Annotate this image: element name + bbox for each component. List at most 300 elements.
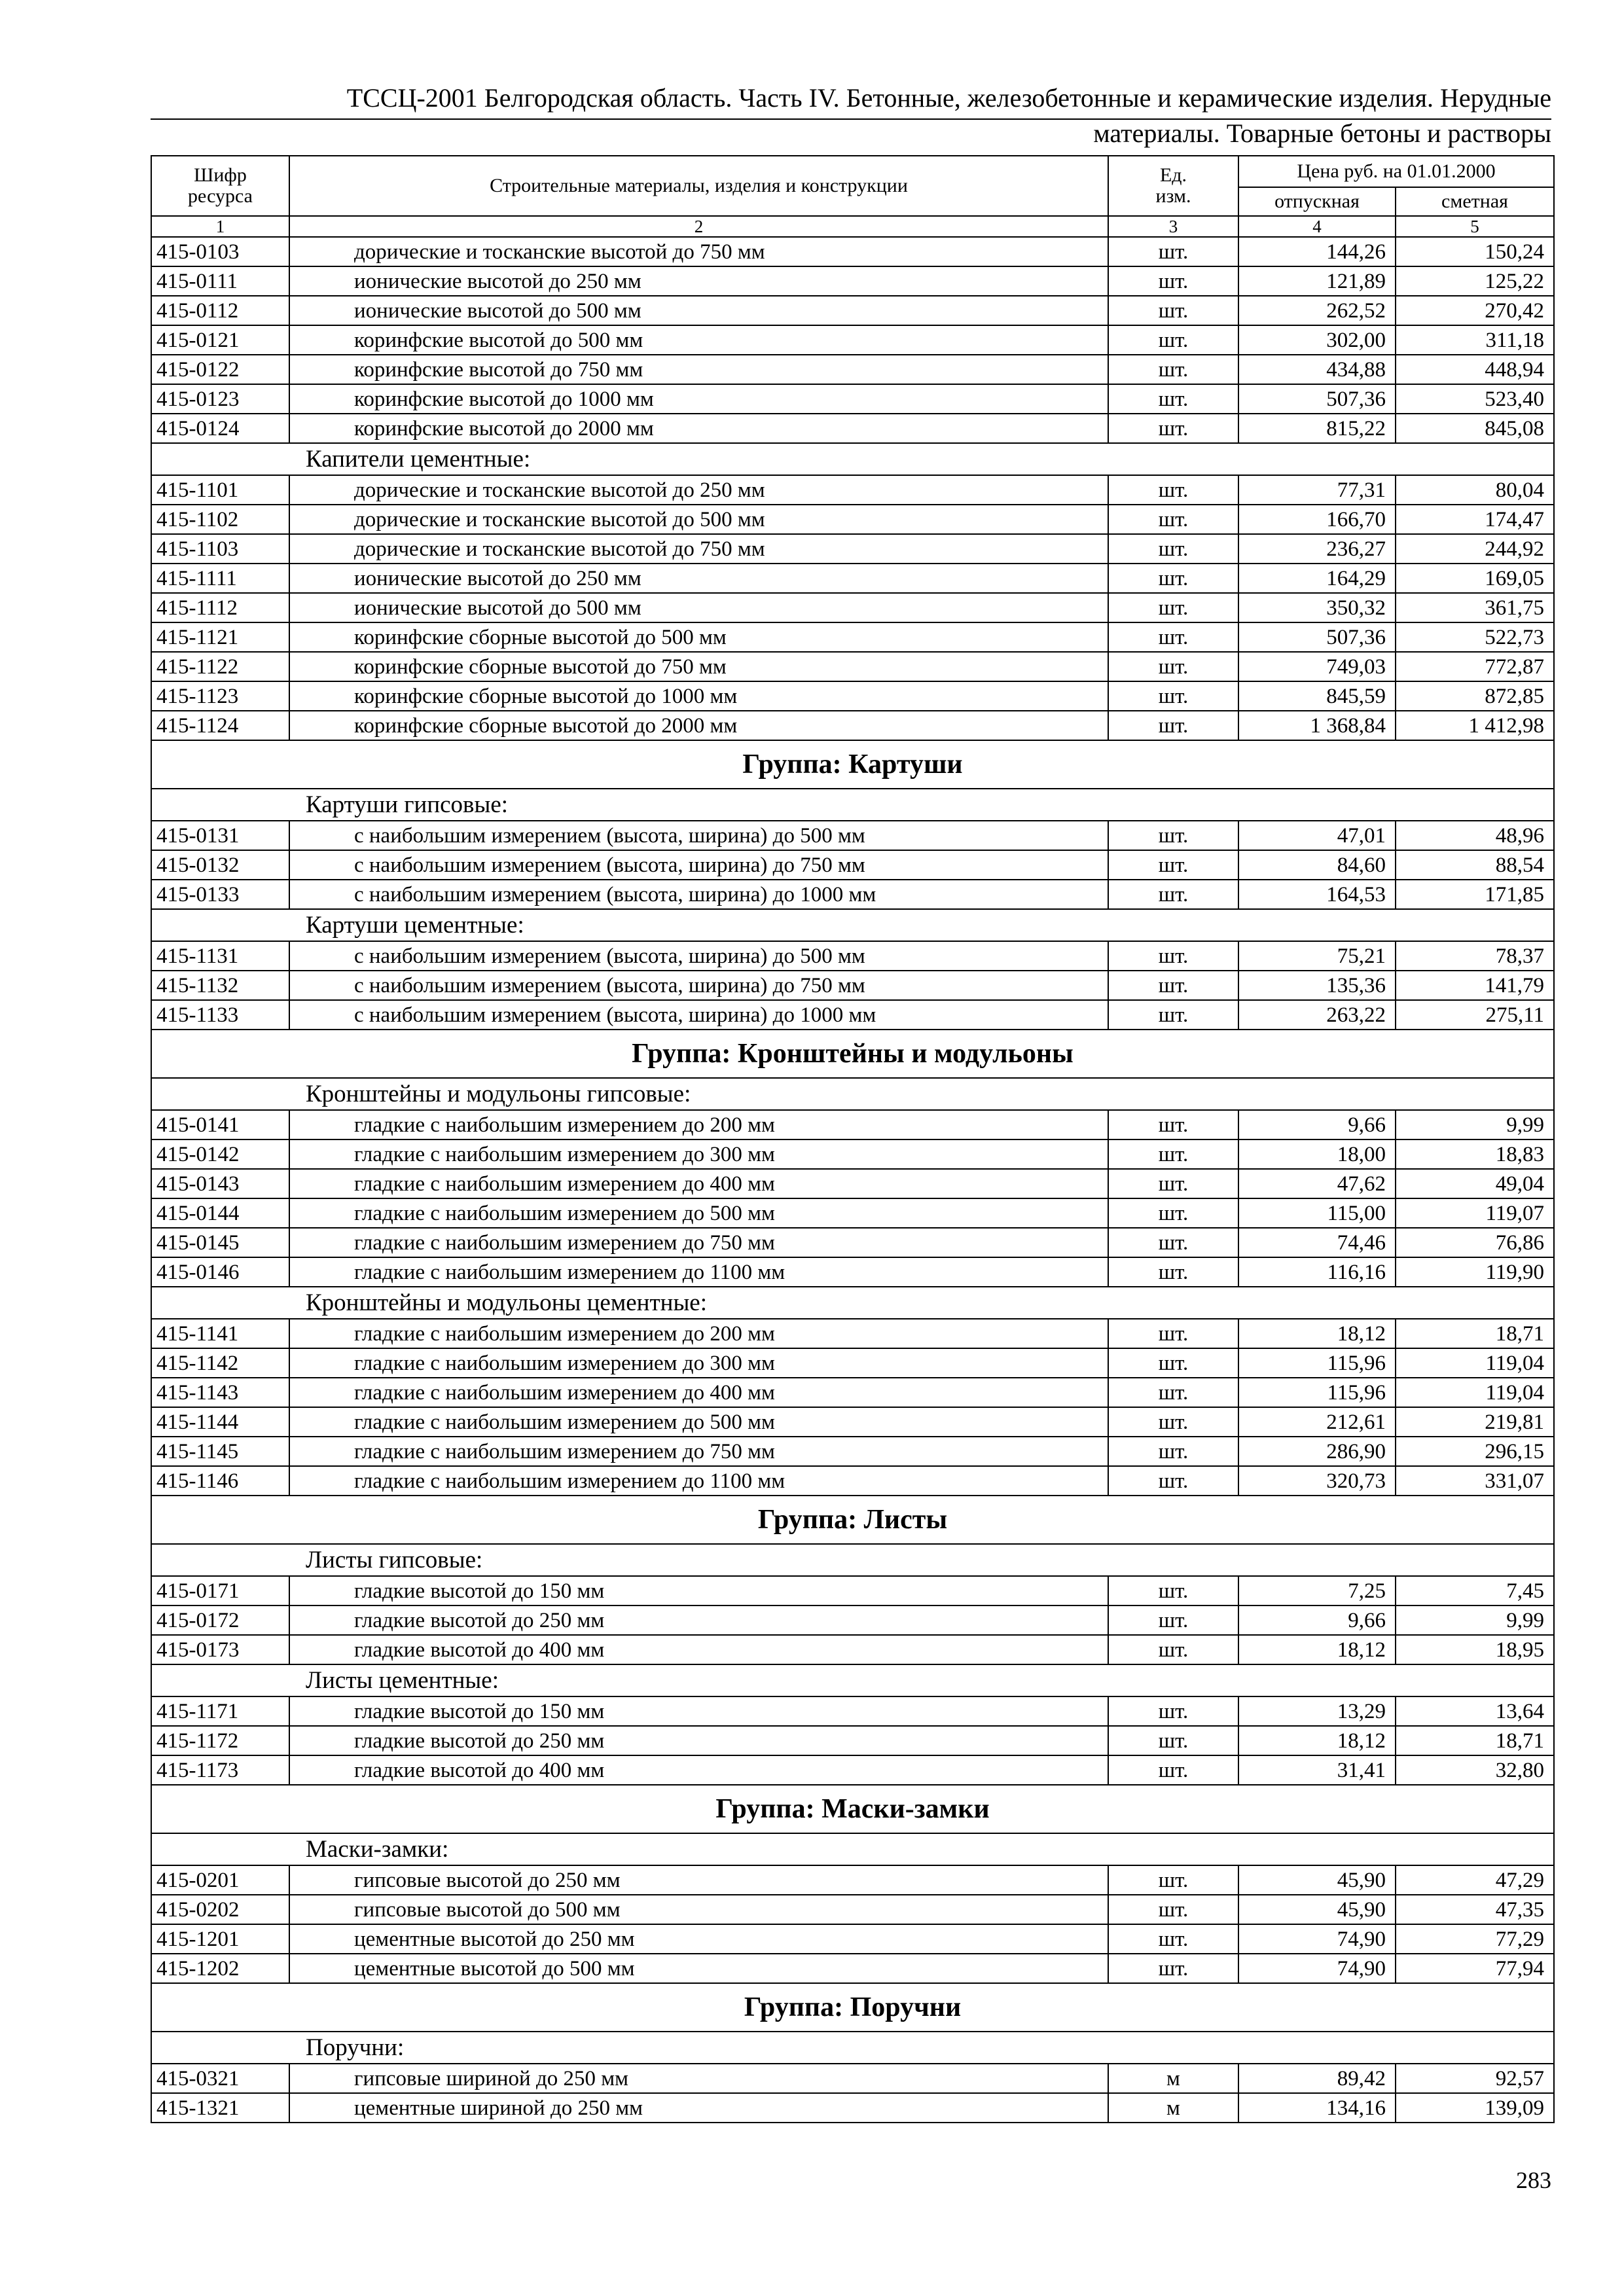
cell-price-wholesale: 507,36 [1238, 622, 1396, 652]
table-row [151, 1605, 1554, 1635]
cell-price-wholesale: 18,12 [1238, 1726, 1396, 1755]
cell-code: 415-1201 [151, 1924, 289, 1954]
cell-name: гладкие с наибольшим измерением до 500 мм [289, 1198, 1108, 1228]
cell-name: дорические и тосканские высотой до 750 мм [289, 534, 1108, 564]
cell-unit: шт. [1108, 414, 1238, 443]
cell-code: 415-0143 [151, 1169, 289, 1198]
table-row [151, 971, 1554, 1000]
cell-price-wholesale: 74,90 [1238, 1954, 1396, 1983]
running-header-line1: ТССЦ-2001 Белгородская область. Часть IV. Бетонные, железобетонные и керамические изделия. Нерудные [346, 83, 1551, 113]
cell-price-wholesale: 84,60 [1238, 850, 1396, 880]
cell-name: гладкие с наибольшим измерением до 1100 мм [289, 1257, 1108, 1287]
cell-name: коринфские высотой до 1000 мм [289, 384, 1108, 414]
table-row [151, 564, 1554, 593]
cell-price-estimate: 92,57 [1396, 2064, 1554, 2093]
cell-unit: шт. [1108, 850, 1238, 880]
cell-price-wholesale: 302,00 [1238, 325, 1396, 355]
cell-price-wholesale: 47,01 [1238, 821, 1396, 850]
cell-name: гипсовые высотой до 500 мм [289, 1895, 1108, 1924]
cell-price-wholesale: 1 368,84 [1238, 711, 1396, 740]
cell-unit: шт. [1108, 1198, 1238, 1228]
cell-name: гладкие высотой до 150 мм [289, 1696, 1108, 1726]
cell-code: 415-1111 [151, 564, 289, 593]
cell-price-estimate: 18,95 [1396, 1635, 1554, 1664]
cell-code: 415-1131 [151, 941, 289, 971]
table-row [151, 475, 1554, 505]
cell-price-estimate: 872,85 [1396, 681, 1554, 711]
cell-code: 415-1103 [151, 534, 289, 564]
table-row [151, 1348, 1554, 1378]
cell-unit: шт. [1108, 1110, 1238, 1139]
cell-price-estimate: 139,09 [1396, 2093, 1554, 2123]
cell-code: 415-1123 [151, 681, 289, 711]
cell-unit: шт. [1108, 593, 1238, 622]
cell-unit: шт. [1108, 296, 1238, 325]
cell-price-estimate: 7,45 [1396, 1576, 1554, 1605]
cell-name: цементные шириной до 250 мм [289, 2093, 1108, 2123]
subheading: Листы цементные: [151, 1664, 1554, 1696]
cell-name: коринфские сборные высотой до 750 мм [289, 652, 1108, 681]
cell-price-estimate: 270,42 [1396, 296, 1554, 325]
cell-price-wholesale: 121,89 [1238, 266, 1396, 296]
cell-price-wholesale: 13,29 [1238, 1696, 1396, 1726]
cell-code: 415-0121 [151, 325, 289, 355]
table-row [151, 1895, 1554, 1924]
cell-price-estimate: 18,83 [1396, 1139, 1554, 1169]
cell-name: гладкие высотой до 400 мм [289, 1635, 1108, 1664]
cell-name: гипсовые высотой до 250 мм [289, 1865, 1108, 1895]
cell-unit: шт. [1108, 1605, 1238, 1635]
subheading: Кронштейны и модульоны цементные: [151, 1287, 1554, 1319]
table-row [151, 2064, 1554, 2093]
cell-code: 415-0131 [151, 821, 289, 850]
cell-price-wholesale: 9,66 [1238, 1110, 1396, 1139]
cell-name: коринфские высотой до 500 мм [289, 325, 1108, 355]
header-unit [1108, 156, 1238, 216]
cell-price-wholesale: 45,90 [1238, 1895, 1396, 1924]
cell-code: 415-0171 [151, 1576, 289, 1605]
cell-unit: шт. [1108, 1726, 1238, 1755]
cell-code: 415-0173 [151, 1635, 289, 1664]
cell-unit: шт. [1108, 1139, 1238, 1169]
cell-code: 415-0172 [151, 1605, 289, 1635]
cell-unit: шт. [1108, 1696, 1238, 1726]
cell-code: 415-0123 [151, 384, 289, 414]
cell-code: 415-0111 [151, 266, 289, 296]
table-header [151, 156, 1554, 237]
table-row [151, 1228, 1554, 1257]
cell-price-estimate: 119,90 [1396, 1257, 1554, 1287]
subheading: Капители цементные: [151, 443, 1554, 475]
cell-price-wholesale: 350,32 [1238, 593, 1396, 622]
header-name: Строительные материалы, изделия и конструкции [289, 156, 1108, 216]
cell-price-wholesale: 74,90 [1238, 1924, 1396, 1954]
cell-price-estimate: 76,86 [1396, 1228, 1554, 1257]
cell-name: гладкие с наибольшим измерением до 200 мм [289, 1319, 1108, 1348]
cell-price-estimate: 48,96 [1396, 821, 1554, 850]
table-row [151, 1924, 1554, 1954]
cell-code: 415-0142 [151, 1139, 289, 1169]
cell-unit: шт. [1108, 880, 1238, 909]
table-row [151, 681, 1554, 711]
cell-unit: шт. [1108, 1954, 1238, 1983]
cell-unit: шт. [1108, 505, 1238, 534]
table-row [151, 296, 1554, 325]
cell-price-estimate: 88,54 [1396, 850, 1554, 880]
cell-name: гипсовые шириной до 250 мм [289, 2064, 1108, 2093]
header-code-text: Шифр ресурса [188, 164, 253, 207]
cell-price-estimate: 77,94 [1396, 1954, 1554, 1983]
cell-code: 415-1321 [151, 2093, 289, 2123]
cell-unit: шт. [1108, 1895, 1238, 1924]
subheading: Поручни: [151, 2032, 1554, 2064]
table-row [151, 652, 1554, 681]
cell-name: коринфские сборные высотой до 1000 мм [289, 681, 1108, 711]
cell-name: дорические и тосканские высотой до 500 мм [289, 505, 1108, 534]
cell-price-estimate: 150,24 [1396, 237, 1554, 266]
cell-price-wholesale: 18,12 [1238, 1319, 1396, 1348]
cell-name: гладкие с наибольшим измерением до 300 мм [289, 1139, 1108, 1169]
cell-price-wholesale: 31,41 [1238, 1755, 1396, 1785]
cell-price-estimate: 9,99 [1396, 1605, 1554, 1635]
subheading-row [151, 443, 1554, 475]
cell-price-estimate: 845,08 [1396, 414, 1554, 443]
subheading-row [151, 1664, 1554, 1696]
cell-price-estimate: 171,85 [1396, 880, 1554, 909]
table-row [151, 1319, 1554, 1348]
cell-name: коринфские сборные высотой до 500 мм [289, 622, 1108, 652]
cell-unit: шт. [1108, 564, 1238, 593]
cell-code: 415-1102 [151, 505, 289, 534]
cell-unit: шт. [1108, 1257, 1238, 1287]
running-header-line2: материалы. Товарные бетоны и растворы [1093, 118, 1551, 148]
table-row [151, 850, 1554, 880]
cell-code: 415-1121 [151, 622, 289, 652]
cell-code: 415-1146 [151, 1466, 289, 1496]
subheading-row [151, 909, 1554, 941]
cell-unit: шт. [1108, 1407, 1238, 1437]
table-row [151, 237, 1554, 266]
cell-code: 415-1133 [151, 1000, 289, 1030]
cell-name: гладкие с наибольшим измерением до 1100 мм [289, 1466, 1108, 1496]
cell-price-estimate: 49,04 [1396, 1169, 1554, 1198]
cell-price-wholesale: 434,88 [1238, 355, 1396, 384]
cell-unit: шт. [1108, 1924, 1238, 1954]
cell-price-wholesale: 47,62 [1238, 1169, 1396, 1198]
subheading-row [151, 1078, 1554, 1110]
cell-price-estimate: 119,04 [1396, 1348, 1554, 1378]
cell-code: 415-1112 [151, 593, 289, 622]
cell-price-estimate: 244,92 [1396, 534, 1554, 564]
cell-name: ионические высотой до 500 мм [289, 593, 1108, 622]
cell-code: 415-1144 [151, 1407, 289, 1437]
cell-code: 415-1173 [151, 1755, 289, 1785]
cell-code: 415-1202 [151, 1954, 289, 1983]
subheading: Картуши цементные: [151, 909, 1554, 941]
cell-unit: шт. [1108, 941, 1238, 971]
cell-code: 415-0144 [151, 1198, 289, 1228]
table-body [151, 237, 1554, 2123]
header-num-1: 1 [151, 216, 289, 237]
cell-name: ионические высотой до 500 мм [289, 296, 1108, 325]
table-row [151, 622, 1554, 652]
cell-price-wholesale: 320,73 [1238, 1466, 1396, 1496]
header-num-5: 5 [1396, 216, 1554, 237]
cell-code: 415-0201 [151, 1865, 289, 1895]
cell-unit: шт. [1108, 534, 1238, 564]
header-estimate: сметная [1396, 187, 1554, 216]
cell-unit: шт. [1108, 475, 1238, 505]
cell-unit: м [1108, 2093, 1238, 2123]
cell-unit: шт. [1108, 681, 1238, 711]
group-heading: Группа: Поручни [151, 1983, 1554, 2032]
group-heading-row [151, 1030, 1554, 1078]
cell-unit: шт. [1108, 384, 1238, 414]
table-row [151, 1726, 1554, 1755]
subheading-row [151, 789, 1554, 821]
cell-name: с наибольшим измерением (высота, ширина) до 500 мм [289, 941, 1108, 971]
subheading-row [151, 2032, 1554, 2064]
cell-price-estimate: 77,29 [1396, 1924, 1554, 1954]
cell-price-wholesale: 7,25 [1238, 1576, 1396, 1605]
cell-price-estimate: 296,15 [1396, 1437, 1554, 1466]
cell-unit: шт. [1108, 652, 1238, 681]
table-row [151, 1198, 1554, 1228]
cell-name: дорические и тосканские высотой до 250 мм [289, 475, 1108, 505]
cell-name: гладкие с наибольшим измерением до 750 мм [289, 1437, 1108, 1466]
cell-unit: шт. [1108, 1169, 1238, 1198]
cell-price-wholesale: 286,90 [1238, 1437, 1396, 1466]
table-row [151, 1139, 1554, 1169]
table-row [151, 1378, 1554, 1407]
cell-price-wholesale: 845,59 [1238, 681, 1396, 711]
cell-unit: шт. [1108, 971, 1238, 1000]
cell-unit: шт. [1108, 237, 1238, 266]
cell-code: 415-0103 [151, 237, 289, 266]
cell-code: 415-1124 [151, 711, 289, 740]
cell-code: 415-0146 [151, 1257, 289, 1287]
cell-unit: шт. [1108, 1576, 1238, 1605]
cell-price-wholesale: 262,52 [1238, 296, 1396, 325]
cell-code: 415-1142 [151, 1348, 289, 1378]
cell-name: с наибольшим измерением (высота, ширина) до 750 мм [289, 850, 1108, 880]
cell-unit: шт. [1108, 1755, 1238, 1785]
group-heading-row [151, 740, 1554, 789]
cell-name: гладкие высотой до 250 мм [289, 1605, 1108, 1635]
cell-price-wholesale: 263,22 [1238, 1000, 1396, 1030]
table-row [151, 325, 1554, 355]
cell-unit: шт. [1108, 821, 1238, 850]
cell-unit: шт. [1108, 711, 1238, 740]
cell-code: 415-0122 [151, 355, 289, 384]
cell-name: гладкие с наибольшим измерением до 300 мм [289, 1348, 1108, 1378]
cell-unit: м [1108, 2064, 1238, 2093]
table-row [151, 505, 1554, 534]
cell-code: 415-1172 [151, 1726, 289, 1755]
cell-unit: шт. [1108, 266, 1238, 296]
table-row [151, 1635, 1554, 1664]
subheading: Картуши гипсовые: [151, 789, 1554, 821]
group-heading-row [151, 1983, 1554, 2032]
cell-price-wholesale: 74,46 [1238, 1228, 1396, 1257]
cell-code: 415-1143 [151, 1378, 289, 1407]
header-num-2: 2 [289, 216, 1108, 237]
cell-price-wholesale: 9,66 [1238, 1605, 1396, 1635]
cell-code: 415-1122 [151, 652, 289, 681]
table-row [151, 1576, 1554, 1605]
cell-unit: шт. [1108, 622, 1238, 652]
cell-name: гладкие высотой до 150 мм [289, 1576, 1108, 1605]
table-row [151, 1954, 1554, 1983]
cell-price-estimate: 18,71 [1396, 1726, 1554, 1755]
subheading: Кронштейны и модульоны гипсовые: [151, 1078, 1554, 1110]
cell-code: 415-1145 [151, 1437, 289, 1466]
cell-code: 415-0202 [151, 1895, 289, 1924]
table-row [151, 1169, 1554, 1198]
table-row [151, 1000, 1554, 1030]
cell-price-wholesale: 116,16 [1238, 1257, 1396, 1287]
cell-price-estimate: 47,29 [1396, 1865, 1554, 1895]
cell-price-wholesale: 134,16 [1238, 2093, 1396, 2123]
cell-price-estimate: 522,73 [1396, 622, 1554, 652]
table-row [151, 880, 1554, 909]
header-num-3: 3 [1108, 216, 1238, 237]
subheading: Листы гипсовые: [151, 1544, 1554, 1576]
table-row [151, 593, 1554, 622]
group-heading: Группа: Маски-замки [151, 1785, 1554, 1833]
cell-price-wholesale: 236,27 [1238, 534, 1396, 564]
price-table-wrapper [151, 155, 1553, 2123]
cell-price-wholesale: 77,31 [1238, 475, 1396, 505]
cell-unit: шт. [1108, 1437, 1238, 1466]
cell-price-estimate: 772,87 [1396, 652, 1554, 681]
table-row [151, 1437, 1554, 1466]
table-row [151, 1466, 1554, 1496]
cell-price-estimate: 331,07 [1396, 1466, 1554, 1496]
group-heading-row [151, 1785, 1554, 1833]
cell-price-wholesale: 115,00 [1238, 1198, 1396, 1228]
header-wholesale: отпускная [1238, 187, 1396, 216]
cell-price-estimate: 78,37 [1396, 941, 1554, 971]
cell-price-wholesale: 164,29 [1238, 564, 1396, 593]
cell-price-estimate: 13,64 [1396, 1696, 1554, 1726]
table-row [151, 1407, 1554, 1437]
cell-price-estimate: 9,99 [1396, 1110, 1554, 1139]
table-row [151, 1110, 1554, 1139]
cell-price-estimate: 174,47 [1396, 505, 1554, 534]
cell-price-estimate: 311,18 [1396, 325, 1554, 355]
cell-code: 415-0124 [151, 414, 289, 443]
cell-name: с наибольшим измерением (высота, ширина) до 500 мм [289, 821, 1108, 850]
cell-price-wholesale: 144,26 [1238, 237, 1396, 266]
header-price: Цена руб. на 01.01.2000 [1238, 156, 1554, 187]
header-code [151, 156, 289, 216]
cell-price-wholesale: 164,53 [1238, 880, 1396, 909]
cell-price-estimate: 32,80 [1396, 1755, 1554, 1785]
subheading: Маски-замки: [151, 1833, 1554, 1865]
cell-unit: шт. [1108, 1865, 1238, 1895]
cell-name: гладкие с наибольшим измерением до 400 мм [289, 1378, 1108, 1407]
cell-name: ионические высотой до 250 мм [289, 564, 1108, 593]
table-row [151, 384, 1554, 414]
cell-code: 415-1141 [151, 1319, 289, 1348]
cell-price-estimate: 219,81 [1396, 1407, 1554, 1437]
table-row [151, 821, 1554, 850]
cell-code: 415-0141 [151, 1110, 289, 1139]
cell-unit: шт. [1108, 325, 1238, 355]
cell-price-wholesale: 749,03 [1238, 652, 1396, 681]
table-row [151, 941, 1554, 971]
cell-price-wholesale: 45,90 [1238, 1865, 1396, 1895]
cell-name: с наибольшим измерением (высота, ширина) до 750 мм [289, 971, 1108, 1000]
cell-name: с наибольшим измерением (высота, ширина) до 1000 мм [289, 880, 1108, 909]
group-heading: Группа: Кронштейны и модульоны [151, 1030, 1554, 1078]
cell-price-estimate: 361,75 [1396, 593, 1554, 622]
cell-price-wholesale: 166,70 [1238, 505, 1396, 534]
price-table [151, 155, 1555, 2123]
cell-price-estimate: 141,79 [1396, 971, 1554, 1000]
table-row [151, 1755, 1554, 1785]
group-heading-row [151, 1496, 1554, 1544]
cell-price-wholesale: 89,42 [1238, 2064, 1396, 2093]
cell-code: 415-0132 [151, 850, 289, 880]
cell-code: 415-0321 [151, 2064, 289, 2093]
header-unit-text: Ед. изм. [1155, 164, 1191, 207]
cell-price-wholesale: 18,00 [1238, 1139, 1396, 1169]
table-row [151, 355, 1554, 384]
table-row [151, 414, 1554, 443]
cell-price-wholesale: 115,96 [1238, 1378, 1396, 1407]
cell-price-estimate: 523,40 [1396, 384, 1554, 414]
cell-price-estimate: 47,35 [1396, 1895, 1554, 1924]
cell-price-wholesale: 18,12 [1238, 1635, 1396, 1664]
page-number: 283 [1516, 2167, 1551, 2193]
cell-code: 415-0112 [151, 296, 289, 325]
cell-price-wholesale: 135,36 [1238, 971, 1396, 1000]
cell-unit: шт. [1108, 355, 1238, 384]
cell-code: 415-1171 [151, 1696, 289, 1726]
cell-name: с наибольшим измерением (высота, ширина) до 1000 мм [289, 1000, 1108, 1030]
group-heading: Группа: Листы [151, 1496, 1554, 1544]
cell-name: гладкие высотой до 250 мм [289, 1726, 1108, 1755]
cell-unit: шт. [1108, 1000, 1238, 1030]
cell-name: цементные высотой до 250 мм [289, 1924, 1108, 1954]
cell-name: ионические высотой до 250 мм [289, 266, 1108, 296]
table-row [151, 534, 1554, 564]
cell-unit: шт. [1108, 1228, 1238, 1257]
cell-unit: шт. [1108, 1348, 1238, 1378]
cell-name: коринфские сборные высотой до 2000 мм [289, 711, 1108, 740]
cell-price-estimate: 119,04 [1396, 1378, 1554, 1407]
cell-name: коринфские высотой до 2000 мм [289, 414, 1108, 443]
subheading-row [151, 1287, 1554, 1319]
cell-name: дорические и тосканские высотой до 750 мм [289, 237, 1108, 266]
cell-name: гладкие высотой до 400 мм [289, 1755, 1108, 1785]
cell-code: 415-0145 [151, 1228, 289, 1257]
cell-code: 415-1132 [151, 971, 289, 1000]
cell-price-estimate: 18,71 [1396, 1319, 1554, 1348]
cell-code: 415-0133 [151, 880, 289, 909]
subheading-row [151, 1544, 1554, 1576]
cell-price-estimate: 125,22 [1396, 266, 1554, 296]
cell-name: коринфские высотой до 750 мм [289, 355, 1108, 384]
cell-price-wholesale: 115,96 [1238, 1348, 1396, 1378]
cell-unit: шт. [1108, 1378, 1238, 1407]
cell-price-estimate: 80,04 [1396, 475, 1554, 505]
cell-unit: шт. [1108, 1466, 1238, 1496]
cell-price-estimate: 119,07 [1396, 1198, 1554, 1228]
cell-price-estimate: 275,11 [1396, 1000, 1554, 1030]
